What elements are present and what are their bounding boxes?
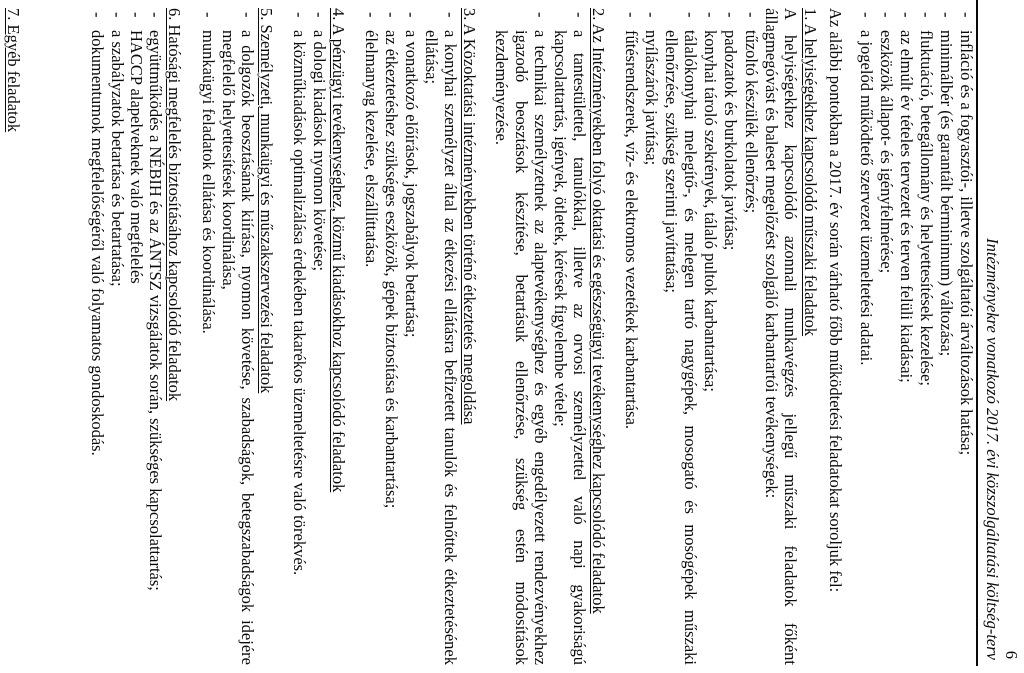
bullet-dash: - (402, 12, 421, 18)
section-heading (800, 0, 820, 673)
bullet-dash: - (310, 12, 329, 18)
bullet-dash: - (382, 12, 401, 18)
list-item (896, 0, 916, 673)
list-item-text: az étkeztetéshez szükséges eszközök, gépek biztosítása és karbantartása; (382, 30, 401, 509)
bullet-dash: - (441, 12, 460, 18)
list-item-text: együttműködés a NÉBIH és az ÁNTSZ vizsgálatok során, szükséges kapcsolattartás; (146, 30, 165, 591)
bullet-dash: - (681, 12, 700, 18)
section-heading (588, 0, 608, 673)
list-item-text: megfelelő helyettesítések koordinálása, (219, 30, 238, 290)
bullet-dash: - (701, 12, 720, 18)
list-item (569, 0, 589, 673)
list-item-continuation (511, 0, 531, 673)
list-item-text: ellátása; (422, 30, 441, 85)
list-item (381, 0, 401, 673)
bullet-dash: - (957, 12, 976, 18)
list-item (641, 0, 661, 673)
list-item-text: élelmanyag kezelése, elszállíttatása. (362, 30, 381, 268)
list-item-text: az elmúlt év tételes tervezett és terven felüli kiadásai; (897, 30, 916, 383)
section-heading-text: 7. Egyéb feladatok (4, 8, 23, 133)
list-item (916, 0, 936, 673)
intro-paragraph (825, 0, 845, 673)
bullet-dash: - (362, 12, 381, 18)
bullet-dash: - (917, 12, 936, 18)
list-item-text: a vonatkozó előírások, jogszabályok betartása; (402, 30, 421, 338)
list-item (856, 0, 876, 673)
list-item (126, 0, 146, 673)
list-item (289, 0, 309, 673)
list-item (107, 0, 127, 673)
list-item-text: minimálbér (és garantált bérminimum) változása; (937, 30, 956, 357)
bullet-dash: - (877, 12, 896, 18)
list-item-text: a dolgozók beosztásának kiírása, nyomon követése, szabadságok, betegszabadságok idejére (238, 30, 257, 665)
section-heading-text: 2. Az Intézményekben folyó oktatási és egészségügyi tevékenységhez kapcsolódó feladatok (589, 8, 608, 614)
section-heading-text: 5. Személyzeti, munkaügyi és műszakszervezési feladatok (257, 8, 276, 394)
bullet-dash: - (570, 12, 589, 18)
bullet-dash: - (108, 12, 127, 18)
section-heading-text: 6. Hatósági megfelelés biztosításához kapcsolódó feladatok (165, 8, 184, 402)
running-header: Intézményekre vonatkozó 2017. évi közszolgáltatási költség-terv (983, 238, 1002, 660)
list-item (361, 0, 381, 673)
list-item (936, 0, 956, 673)
list-item (198, 0, 218, 673)
section-heading (459, 0, 479, 673)
list-item-text: a technikai személyzetnek az alaptevékenységhez és egyéb engedélyezett rendezvényekhez (531, 30, 550, 665)
list-item (530, 0, 550, 673)
list-item (440, 0, 460, 673)
bullet-dash: - (937, 12, 956, 18)
list-item-text: a szabályzatok betartása és betartatása; (108, 30, 127, 287)
list-item (145, 0, 165, 673)
list-item (680, 0, 700, 673)
bullet-dash: - (857, 12, 876, 18)
intro-text: Az alábbi pontokban a 2017. év során várható főbb működtetési feladatokat soroljuk fel: (826, 8, 845, 593)
paragraph-text: állagmegóvást és baleset megelőzést szolgáló karbantartói tevékenységek: (762, 8, 781, 499)
paragraph-text: A helyiségekhez kapcsolódó azonnali munkavégzés jellegű műszaki feladatok főként (781, 8, 800, 665)
list-item (237, 0, 257, 673)
list-item-text: a közműkiadások optimalizálása érdekében takarékos üzemeltetésre való törekvés. (290, 30, 309, 576)
paragraph-line (761, 0, 781, 673)
bullet-dash: - (897, 12, 916, 18)
section-heading (256, 0, 276, 673)
section-heading (164, 0, 184, 673)
list-item-text: HACCP alapelveknek való megfelelés (127, 30, 146, 284)
list-item-text: munkaügyi feladatok ellátása és koordinálása. (199, 30, 218, 334)
list-item-text: tűzoltó készülék ellenőrzés; (742, 30, 761, 214)
bullet-dash: - (238, 12, 257, 18)
list-item-text: kapcsolattartás, igények, ötletek, kérések figyelembe vétele; (551, 30, 570, 427)
list-item-text: a tantestülettel, tanulókkal, illetve az orvosi személyzettel való napi gyakoriságú (570, 30, 589, 665)
bullet-dash: - (88, 12, 107, 18)
header-rule (976, 0, 978, 666)
list-item-text: infláció és a fogyasztói-, illetve szolgáltatói árváltozások hatása; (957, 30, 976, 456)
list-item-text: igazodó beosztások készítése, betartásuk ellenőrzése, szükség estén módosítások (512, 30, 531, 665)
list-item (741, 0, 761, 673)
bullet-dash: - (642, 12, 661, 18)
list-item-continuation (421, 0, 441, 673)
bullet-dash: - (290, 12, 309, 18)
paragraph-line (780, 0, 800, 673)
section-heading-text: 3. A Közoktatási intézményekben történő étkeztetés megoldása (460, 8, 479, 425)
bullet-dash: - (622, 12, 641, 18)
bullet-dash: - (721, 12, 740, 18)
bullet-dash: - (199, 12, 218, 18)
bullet-dash: - (146, 12, 165, 18)
section-heading-text: 4. A pénzügyi tevékenységhez, közmű kiadásokhoz kapcsolódó feladatok (329, 8, 348, 493)
list-item-text: a dologi kiadások nyomon követése; (310, 30, 329, 272)
list-item (401, 0, 421, 673)
list-item-text: eszközök állapot- és igényfelmérése; (877, 30, 896, 274)
list-item-text: nyílászárók javítása; (642, 30, 661, 166)
page-number: 6 (1002, 650, 1021, 659)
list-item-text: tálalókonyhai melegítő-, és melegen tartó nagygépek, mosogató és mosógépek műszaki (681, 30, 700, 665)
list-item-text: konyhai tároló szekrények, tálaló pultok karbantartása; (701, 30, 720, 392)
list-item (956, 0, 976, 673)
list-item-text: a jogelőd működtető szervezet üzemeltetési adatai. (857, 30, 876, 366)
list-item-continuation (491, 0, 511, 673)
list-item-continuation (218, 0, 238, 673)
list-item-text: padozatok és burkolatok javítása; (721, 30, 740, 251)
section-heading-text: 1. A helyiségekhez kapcsolódó műszaki feladatok (801, 8, 820, 337)
bullet-dash: - (742, 12, 761, 18)
list-item (720, 0, 740, 673)
list-item-text: ellenőrzése, szükség szerinti javíttatása; (662, 30, 681, 293)
list-item-continuation (661, 0, 681, 673)
section-heading (3, 0, 23, 673)
list-item-text: fluktuáció, betegállomány és helyettesítések kezelése; (917, 30, 936, 386)
section-heading (328, 0, 348, 673)
list-item-text: dokumentumok megfelelőségéről való folyamatos gondoskodás. (88, 30, 107, 456)
bullet-dash: - (531, 12, 550, 18)
list-item (700, 0, 720, 673)
list-item (87, 0, 107, 673)
list-item (876, 0, 896, 673)
list-item (621, 0, 641, 673)
list-item-text: fűtésrendszerek, víz- és elektromos vezetékek karbantartása. (622, 30, 641, 430)
list-item-continuation (550, 0, 570, 673)
list-item-text: a konyhai személyzet által az étkezési ellátásra befizetett tanulók és felnőttek étkeztetésének (441, 30, 460, 665)
list-item-text: kezdeményezése. (492, 30, 511, 145)
bullet-dash: - (127, 12, 146, 18)
list-item (309, 0, 329, 673)
